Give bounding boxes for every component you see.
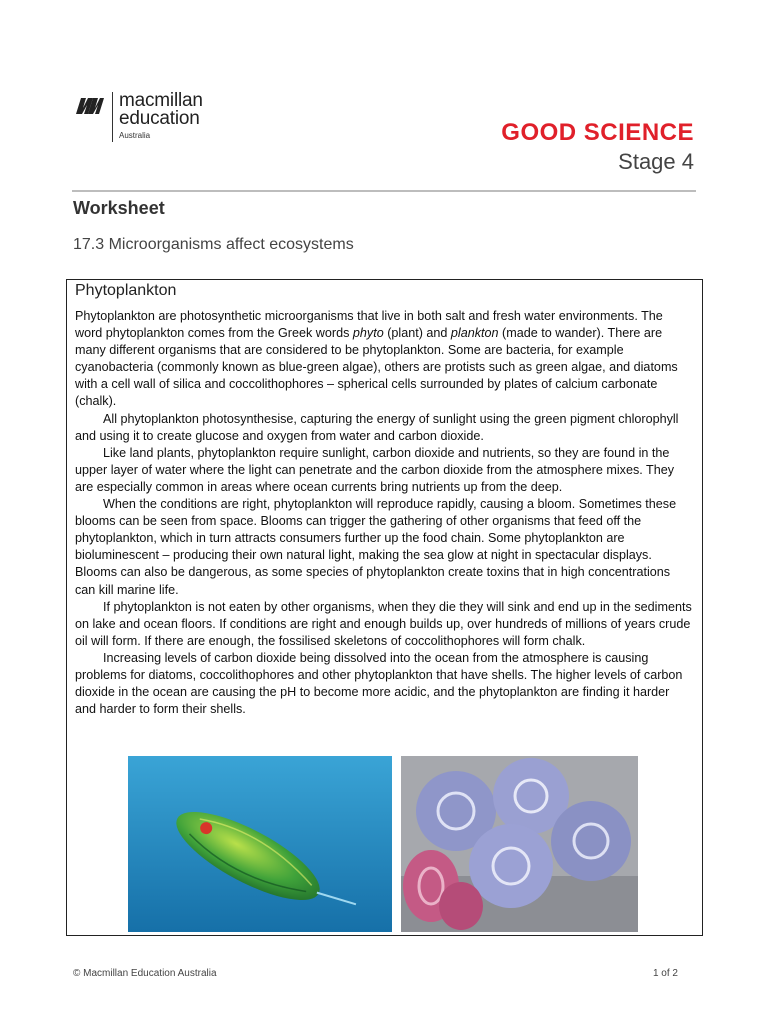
article-title: Phytoplankton: [75, 282, 177, 299]
paragraph-3: Like land plants, phytoplankton require sunlight, carbon dioxide and nutrients, so they are found in the upper layer of water where the light can penetrate and the carbon dioxide from the atmosphere mixes. They are especially common in areas where ocean currents bring nutrients up from the deep.: [75, 445, 675, 494]
publisher-name: [112, 92, 203, 142]
series-brand: [501, 118, 694, 176]
worksheet-subtitle: 17.3 Microorganisms affect ecosystems: [73, 236, 354, 253]
article-box: [66, 279, 703, 936]
paragraph-6: Increasing levels of carbon dioxide being dissolved into the ocean from the atmosphere is causing problems for diatoms, coccolithophores and other phytoplankton that have shells. The higher levels of carbon dioxide in the ocean are causing the pH to become more acidic, and the phytoplankton are finding it harder and harder to form their shells.: [75, 650, 683, 717]
term-phyto: phyto: [352, 326, 384, 341]
coccolithophore-micrograph: [401, 756, 638, 932]
publisher-country: Australia: [119, 131, 151, 140]
macmillan-logo-icon: [74, 94, 104, 118]
footer-copyright: © Macmillan Education Australia: [73, 968, 217, 979]
series-stage: Stage 4: [618, 149, 694, 174]
publisher-logo: [74, 92, 203, 142]
paragraph-4: When the conditions are right, phytoplankton will reproduce rapidly, causing a bloom. Sometimes these blooms can be seen from space. Blooms can trigger the gathering of other organisms that feed off the phytoplankton, which in turn attracts consumers further up the food chain. Some phytoplankton are bioluminescent – producing their own natural light, making the sea glow at night in spectacular displays. Blooms can also be dangerous, as some species of phytoplankton create toxins that in high concentrations can kill marine life.: [75, 497, 677, 597]
paragraph-2: All phytoplankton photosynthesise, capturing the energy of sunlight using the green pigment chlorophyll and using it to create glucose and oxygen from water and carbon dioxide.: [75, 411, 679, 443]
series-title: GOOD SCIENCE: [501, 119, 694, 146]
publisher-line1: macmillan: [119, 90, 203, 111]
green-protist-photo: [128, 756, 392, 932]
term-plankton: plankton: [450, 326, 499, 341]
paragraph-1-text-e: (made to wander). There are many different organisms that are considered to be phytoplankton. Some are bacteria, for example cyanobacteria (commonly known as blue-green algae), others are protists such as green algae, and diatoms with a cell wall of silica and coccolithophores – spherical cells surrounded by plates of calcium carbonate (chalk).: [75, 326, 678, 409]
paragraph-1: [75, 308, 693, 411]
page-number: 1 of 2: [652, 968, 678, 979]
article-body: [75, 308, 693, 718]
publisher-line2: education: [119, 108, 200, 129]
paragraph-1-text-a: Phytoplankton are photosynthetic microorganisms that live in both salt and fresh water environments. The word phytoplankton comes from the Greek words: [75, 309, 663, 341]
document-type-heading: Worksheet: [73, 198, 165, 218]
paragraph-5: If phytoplankton is not eaten by other organisms, when they die they will sink and end up in the sediments on lake and ocean floors. If conditions are right and enough builds up, over hundreds of millions of years crude oil will form. If there are enough, the fossilised skeletons of coccolithophores will form chalk.: [75, 599, 692, 648]
paragraph-1-text-c: (plant) and: [383, 326, 451, 341]
header-divider: [72, 190, 696, 192]
